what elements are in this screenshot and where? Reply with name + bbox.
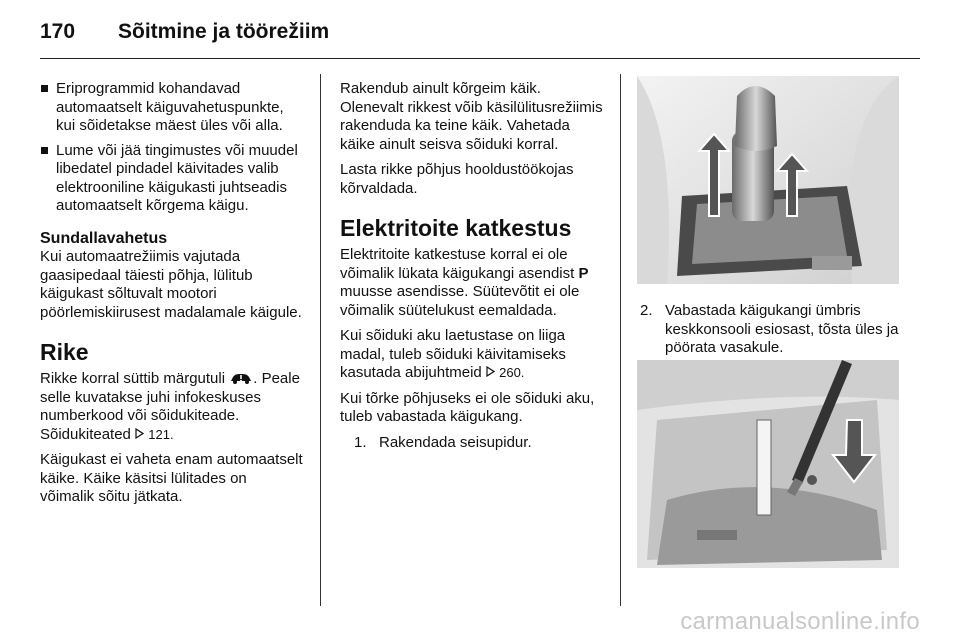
bullet-item (40, 80, 305, 136)
fault-paragraph-1 (40, 370, 305, 444)
page-reference-arrow-icon (486, 366, 495, 377)
paragraph-text: Kui sõiduki aku laetustase on liiga madal, tuleb sõiduki käivitamiseks kasutada abijuhtmeid (340, 327, 566, 381)
fault-heading: Rike (40, 339, 89, 365)
bullet-square-icon (41, 85, 48, 92)
section-title: Sõitmine ja töörežiim (118, 20, 330, 43)
step-item (640, 302, 905, 358)
column-2 (340, 80, 605, 452)
gear-position-p: P (578, 264, 589, 282)
bullet-text: Eriprogrammid kohandavad automaatselt käiguvahetuspunkte, kui sõidetakse mäest üles või alla. (56, 80, 284, 134)
page-number: 170 (40, 20, 76, 43)
fault-paragraph-2: Käigukast ei vaheta enam automaatselt käike. Käike käsitsi lülitades on võimalik sõitu jätkata. (40, 451, 303, 505)
step-item (354, 434, 605, 453)
paragraph-text: muusse asendisse. Süütevõtit ei ole võimalik süütelukust eemaldada. (340, 283, 580, 319)
watermark: carmanualsonline.info (680, 608, 920, 635)
bullet-text: Lume või jää tingimustes või muudel libedatel pindadel käivitades valib elektrooniline käigukasti juhtseadis automaatselt kõrgema käigu. (56, 141, 298, 214)
step-number: 1. (354, 433, 367, 451)
paragraph (340, 246, 605, 320)
power-interruption-heading: Elektritoite katkestus (340, 215, 572, 241)
kickdown-text: Kui automaatrežiimis vajutada gaasipedaal täiesti põhja, lülitub käigukast sõltuvalt mootori pöörlemiskiirusest madalamale käigule. (40, 248, 302, 321)
bullet-item (40, 142, 305, 216)
page-reference[interactable]: 260. (499, 365, 525, 380)
console-release-drawing (637, 360, 899, 568)
header-rule (40, 58, 920, 59)
paragraph: Rakendub ainult kõrgeim käik. Olenevalt rikkest võib käsilülitusrežiimis rakenduda ka teine käik. Vahetada käike ainult seisva sõiduki korral. (340, 80, 603, 153)
step-text: Vabastada käigukangi ümbris keskkonsooli esiosast, tõsta üles ja pöörata vasakule. (665, 302, 899, 356)
gear-lever-drawing (637, 76, 899, 284)
column-3-text (640, 302, 905, 358)
page-header (40, 20, 329, 44)
paragraph: Lasta rikke põhjus hooldustöökojas kõrvaldada. (340, 161, 574, 197)
column-divider-right (620, 74, 621, 606)
fault-text: . Peale selle kuvatakse juhi infokeskuses numberkood või sõidukiteade. Sõidukiteated (40, 370, 300, 443)
page-reference[interactable]: 121. (148, 426, 174, 442)
car-warning-icon (229, 372, 253, 384)
gear-lever-illustration (637, 76, 899, 284)
kickdown-heading: Sundallavahetus (40, 229, 168, 247)
page-reference-arrow-icon (135, 428, 144, 439)
paragraph (340, 327, 605, 383)
console-release-illustration (637, 360, 899, 568)
column-divider-left (320, 74, 321, 606)
paragraph: Kui tõrke põhjuseks ei ole sõiduki aku, tuleb vabastada käigukang. (340, 389, 595, 425)
fault-text: Rikke korral süttib märgutuli (40, 370, 226, 387)
column-1 (40, 80, 305, 514)
paragraph-text: Elektritoite katkestuse korral ei ole võimalik lükata käigukangi asendist (340, 246, 575, 282)
step-text: Rakendada seisupidur. (379, 433, 532, 451)
step-number: 2. (640, 302, 653, 319)
bullet-square-icon (41, 147, 48, 154)
